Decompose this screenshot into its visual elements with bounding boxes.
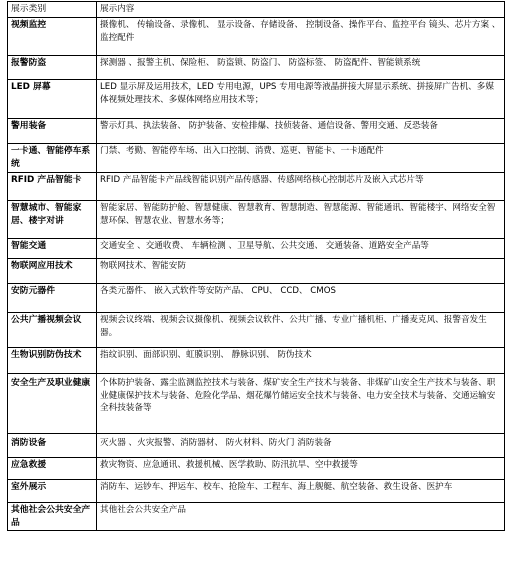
content-cell: 灭火器 、火灾报警、消防器材、 防火材料、防火门 消防装备 — [97, 434, 505, 458]
header-content-cell: 展示内容 — [97, 2, 505, 18]
category-cell: 警用装备 — [8, 119, 97, 144]
category-cell: 安全生产及职业健康 — [8, 374, 97, 434]
content-cell: 个体防护装备、露尘监测监控技术与装备、煤矿安全生产技术与装备、非煤矿山安全生产技术与装备、职业健康保护技术与装备、危险化学品、烟花爆竹储运安全技术与装备、电力安全技术与装备、交通运输安全科技装备等 — [97, 374, 505, 434]
category-cell: 一卡通、智能停车系统 — [8, 144, 97, 173]
category-cell: 其他社会公共安全产品 — [8, 503, 97, 531]
content-cell: LED 显示屏及运用技术，LED 专用电源，UPS 专用电源等液晶拼接大屏显示系统、拼接屏广告机、多媒体视频处理技术、多媒体网络应用技术等； — [97, 80, 505, 119]
content-cell: 警示灯具、执法装备、 防护装备、安检排爆、技侦装备、通信设备、警用交通、反恐装备 — [97, 119, 505, 144]
table-row — [8, 144, 505, 173]
table-row — [8, 259, 505, 284]
category-cell: 应急救援 — [8, 458, 97, 480]
category-cell: 物联网应用技术 — [8, 259, 97, 284]
table-header-row — [8, 2, 505, 18]
table-row — [8, 348, 505, 374]
table-row — [8, 201, 505, 239]
table-row — [8, 503, 505, 531]
category-cell: LED 屏幕 — [8, 80, 97, 119]
header-category-cell: 展示类别 — [8, 2, 97, 18]
content-cell: 视频会议终端、视频会议摄像机、视频会议软件、公共广播、专业广播机柜、广播麦克风、报警音发生器。 — [97, 313, 505, 348]
table-row — [8, 374, 505, 434]
content-cell: RFID 产品智能卡产品线智能识别产品传感器、传感网络核心控制芯片及嵌入式芯片等 — [97, 173, 505, 201]
category-cell: 消防设备 — [8, 434, 97, 458]
table-row — [8, 434, 505, 458]
table-row — [8, 119, 505, 144]
content-cell: 探测器 、报警主机、保险柜、 防盗锁、防盗门、 防盗标签、 防盗配件、智能锁系统 — [97, 56, 505, 80]
category-cell: 报警防盗 — [8, 56, 97, 80]
table-row — [8, 18, 505, 56]
category-cell: 智能交通 — [8, 239, 97, 259]
table-row — [8, 173, 505, 201]
content-cell: 物联网技术、智能安防 — [97, 259, 505, 284]
exhibit-category-table — [7, 1, 505, 531]
table-row — [8, 480, 505, 503]
content-cell: 救灾物资、应急通讯、救援机械、医学救助、防汛抗旱、空中救援等 — [97, 458, 505, 480]
table-row — [8, 239, 505, 259]
content-cell: 交通安全 、交通收费、 车辆检测 、卫星导航、公共交通、 交通装备、道路安全产品等 — [97, 239, 505, 259]
table-row — [8, 313, 505, 348]
category-cell: RFID 产品智能卡 — [8, 173, 97, 201]
content-cell: 智能家居、智能防护舱、智慧健康、智慧教育、智慧制造、智慧能源、智能通讯、智能楼宇、网络安全智慧环保、智慧农业、智慧水务等； — [97, 201, 505, 239]
category-cell: 视频监控 — [8, 18, 97, 56]
table-row — [8, 284, 505, 313]
table-row — [8, 458, 505, 480]
content-cell: 指纹识别、面部识别、虹膜识别、 静脉识别、 防伪技术 — [97, 348, 505, 374]
table-row — [8, 80, 505, 119]
content-cell: 摄像机、 传输设备、录像机、 显示设备、存储设备、 控制设备、操作平台、监控平台 镜头、芯片方案 、 监控配件 — [97, 18, 505, 56]
category-cell: 智慧城市、智能家居、楼宇对讲 — [8, 201, 97, 239]
content-cell: 消防车、运钞车、押运车、校车、抢险车、工程车、海上舰艇、航空装备、救生设备、医护车 — [97, 480, 505, 503]
category-cell: 安防元器件 — [8, 284, 97, 313]
content-cell: 门禁、考勤、智能停车场、出入口控制、消费、巡更、智能卡、一卡通配件 — [97, 144, 505, 173]
category-cell: 公共广播视频会议 — [8, 313, 97, 348]
content-cell: 其他社会公共安全产品 — [97, 503, 505, 531]
table-row — [8, 56, 505, 80]
category-cell: 生物识别防伪技术 — [8, 348, 97, 374]
content-cell: 各类元器件、 嵌入式软件等安防产品、 CPU、 CCD、 CMOS — [97, 284, 505, 313]
category-cell: 室外展示 — [8, 480, 97, 503]
